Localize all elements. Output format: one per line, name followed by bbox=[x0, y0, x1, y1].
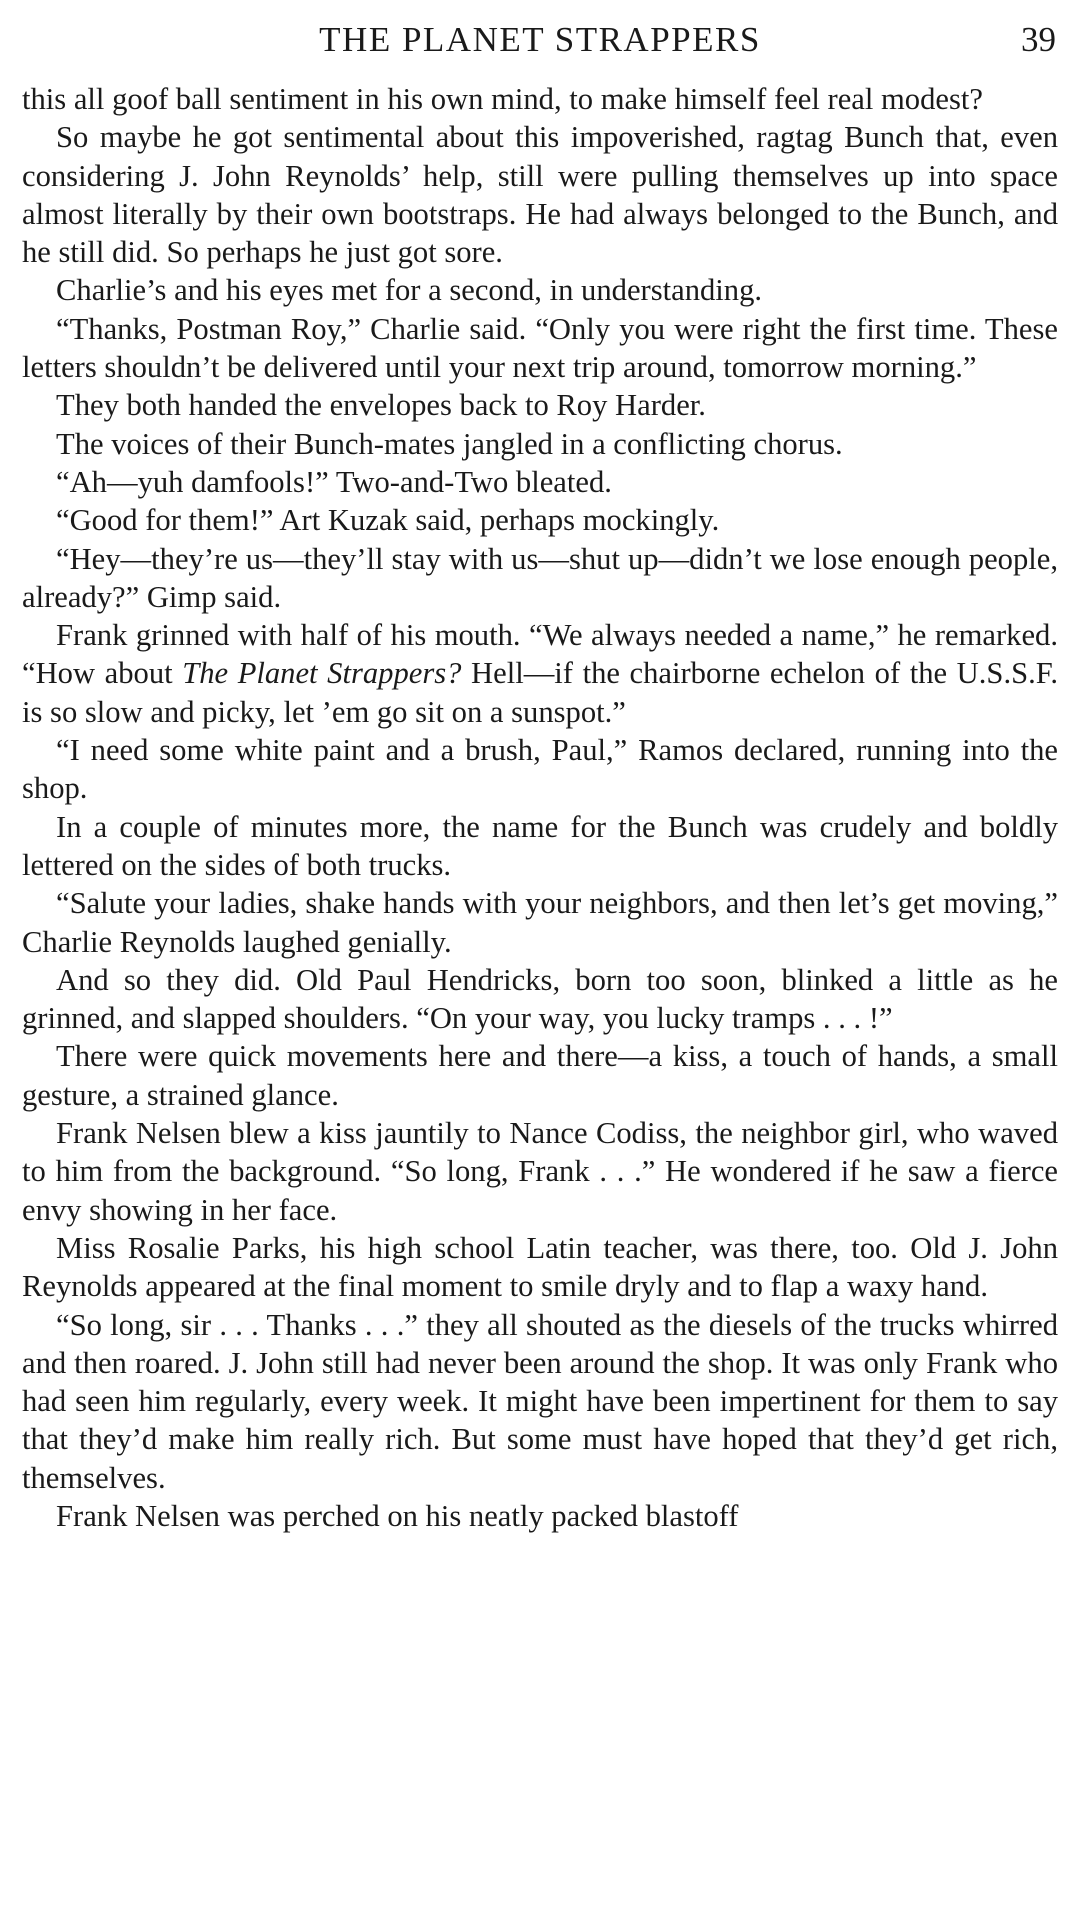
paragraph: And so they did. Old Paul Hendricks, born too soon, blinked a little as he grinned, and slapped shoulders. “On your way, you lucky tramps . . . !” bbox=[22, 962, 1058, 1036]
paragraph: “Good for them!” Art Kuzak said, perhaps mockingly. bbox=[56, 503, 720, 538]
paragraph: “Ah—yuh damfools!” Two-and-Two bleated. bbox=[56, 464, 612, 499]
paragraph: Miss Rosalie Parks, his high school Latin teacher, was there, too. Old J. John Reynolds appeared at the final moment to smile dryly and to flap a waxy hand. bbox=[22, 1230, 1058, 1304]
paragraph: “Hey—they’re us—they’ll stay with us—shut up—didn’t we lose enough people, already?” Gimp said. bbox=[22, 541, 1058, 614]
paragraph: “Thanks, Postman Roy,” Charlie said. “Only you were right the first time. These letters shouldn’t be delivered until your next trip around, tomorrow morning.” bbox=[22, 311, 1058, 385]
running-head-title: THE PLANET STRAPPERS bbox=[319, 20, 761, 59]
paragraph: Frank Nelsen blew a kiss jauntily to Nance Codiss, the neighbor girl, who waved to him from the background. “So long, Frank . . .” He wondered if he saw a fierce envy showing in her face. bbox=[22, 1116, 1058, 1227]
paragraph: In a couple of minutes more, the name for the Bunch was crudely and boldly lettered on the sides of both trucks. bbox=[22, 809, 1058, 882]
paragraph: They both handed the envelopes back to Roy Harder. bbox=[56, 388, 706, 423]
paragraph: this all goof ball sentiment in his own mind, to make himself feel real modest? bbox=[22, 82, 983, 116]
paragraph: “Salute your ladies, shake hands with your neighbors, and then let’s get moving,” Charlie Reynolds laughed genially. bbox=[22, 886, 1058, 959]
paragraph: “I need some white paint and a brush, Paul,” Ramos declared, running into the shop. bbox=[22, 733, 1058, 806]
paragraph: There were quick movements here and there—a kiss, a touch of hands, a small gesture, a strained glance. bbox=[22, 1039, 1058, 1112]
paragraph: Frank Nelsen was perched on his neatly packed blastoff bbox=[56, 1498, 739, 1533]
paragraph: Frank grinned with half of his mouth. “We always needed a name,” he remarked. “How about The Planet Strappers? Hell—if the chairborne echelon of the U.S.S.F. is so slow and picky, let ’em go sit on a sunspot.” bbox=[22, 618, 1058, 729]
paragraph: So maybe he got sentimental about this impoverished, ragtag Bunch that, even considering J. John Reynolds’ help, still were pulling themselves up into space almost literally by their own bootstraps. He had always belonged to the Bunch, and he still did. So perhaps he just got sore. bbox=[22, 120, 1058, 270]
italic-title: The Planet Strappers? bbox=[182, 656, 462, 691]
running-head bbox=[22, 16, 1058, 64]
body-text bbox=[22, 80, 1058, 1535]
paragraph: The voices of their Bunch-mates jangled in a conflicting chorus. bbox=[56, 426, 843, 461]
page-number: 39 bbox=[1021, 20, 1056, 59]
paragraph: Charlie’s and his eyes met for a second, in understanding. bbox=[56, 273, 763, 308]
paragraph: “So long, sir . . . Thanks . . .” they all shouted as the diesels of the trucks whirred and then roared. J. John still had never been around the shop. It was only Frank who had seen him regularly, every week. It might have been impertinent for them to say that they’d make him really rich. But some must have hoped that they’d get rich, themselves. bbox=[22, 1307, 1058, 1495]
